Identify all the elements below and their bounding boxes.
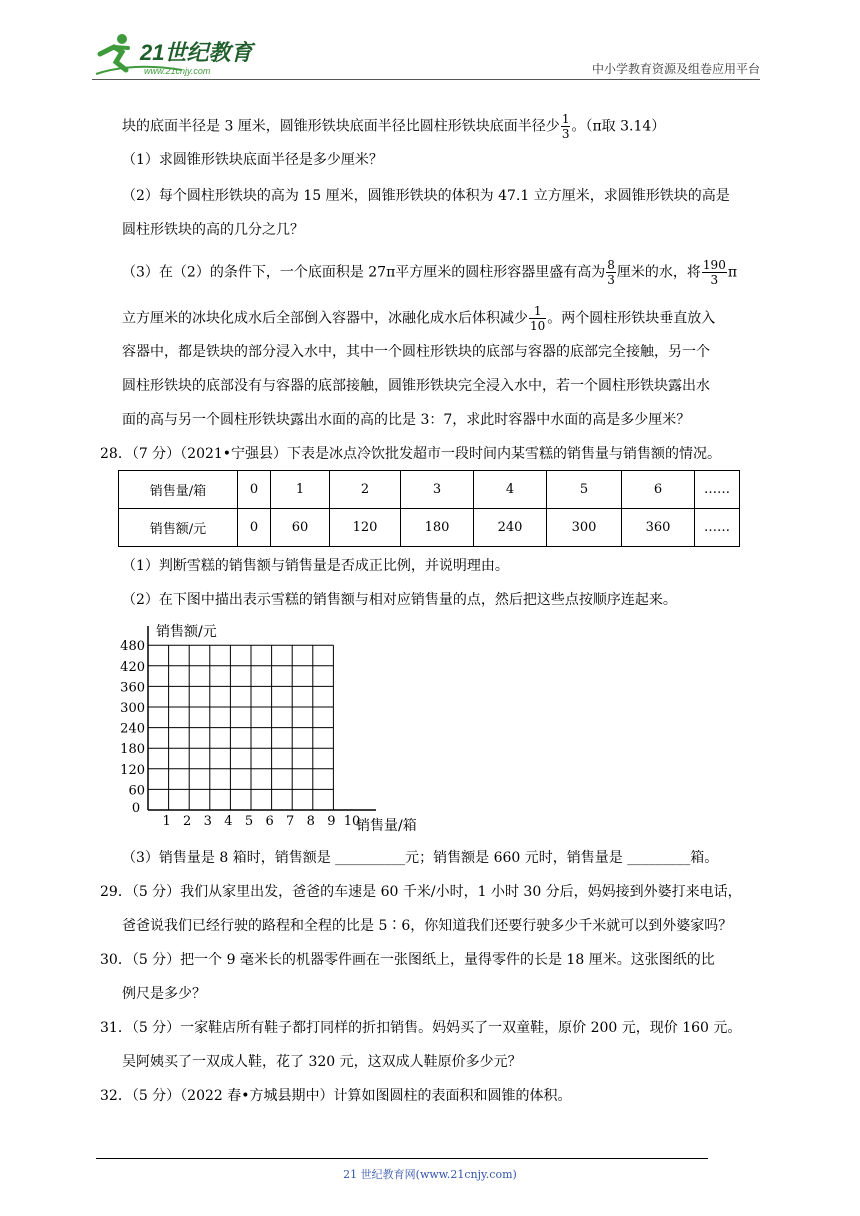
sales-grid-chart — [118, 620, 448, 838]
y-tick-label: 360 — [120, 680, 145, 696]
table-cell: …… — [695, 471, 740, 509]
table-row — [119, 509, 740, 547]
x-tick-label: 10 — [343, 814, 361, 829]
x-tick-label: 2 — [183, 814, 192, 829]
q31-line1: 31．（5 分）一家鞋店所有鞋子都打同样的折扣销售。妈妈买了一双童鞋，原价 200 元，现价 160 元。 — [100, 1020, 742, 1036]
fraction — [561, 112, 571, 141]
q27-part3-line4: 圆柱形铁块的底部没有与容器的底部接触，圆锥形铁块完全浸入水中，若一个圆柱形铁块露出水 — [122, 378, 710, 394]
q27-part2: （2）每个圆柱形铁块的高为 15 厘米，圆锥形铁块的体积为 47.1 立方厘米，求圆锥形铁块的高是 — [122, 188, 730, 204]
x-axis-label: 销售量/箱 — [356, 818, 417, 834]
q27-part3-line2 — [122, 304, 715, 333]
fraction-numerator: 1 — [529, 304, 546, 319]
q30-line2: 例尺是多少？ — [122, 986, 206, 1002]
table-cell: 360 — [622, 509, 695, 547]
q28-part1: （1）判断雪糕的销售额与销售量是否成正比例，并说明理由。 — [122, 558, 509, 574]
table-cell: 0 — [238, 509, 271, 547]
fraction-numerator: 190 — [702, 258, 726, 272]
table-cell: 60 — [271, 509, 330, 547]
table-cell: 5 — [547, 471, 622, 509]
x-tick-label: 1 — [162, 814, 171, 829]
q27-text: 厘米的水，将 — [616, 264, 701, 281]
q27-text: π — [727, 264, 738, 281]
fraction-denominator: 3 — [607, 273, 615, 287]
y-tick-label: 60 — [128, 783, 145, 799]
y-tick-label: 300 — [120, 701, 145, 716]
x-tick-label: 9 — [327, 814, 336, 829]
table-cell: 4 — [474, 471, 547, 509]
table-cell: 180 — [401, 509, 474, 547]
q27-text: 块的底面半径是 3 厘米，圆锥形铁块底面半径比圆柱形铁块底面半径少 — [122, 118, 560, 135]
q28-part2: （2）在下图中描出表示雪糕的销售额与相对应销售量的点，然后把这些点按顺序连起来。 — [122, 592, 677, 608]
q27-part3-line5: 面的高与另一个圆柱形铁块露出水面的高的比是 3：7，求此时容器中水面的高是多少厘米？ — [122, 412, 691, 428]
page-header — [92, 30, 760, 80]
fraction-denominator: 10 — [530, 319, 546, 333]
q28-title: 28．（7 分）（2021•宁强县）下表是冰点冷饮批发超市一段时间内某雪糕的销售量与销售额的情况。 — [100, 446, 722, 462]
fraction — [606, 258, 616, 287]
fraction — [529, 304, 546, 333]
x-tick-label: 8 — [306, 814, 315, 829]
table-cell: 1 — [271, 471, 330, 509]
table-cell: 120 — [330, 509, 401, 547]
x-tick-label: 7 — [286, 814, 295, 829]
q29-line2: 爸爸说我们已经行驶的路程和全程的比是 5∶6，你知道我们还要行驶多少千米就可以到外婆家吗？ — [122, 918, 733, 934]
y-tick-label: 480 — [120, 639, 145, 655]
y-tick-label: 180 — [120, 742, 145, 758]
fraction-numerator: 1 — [561, 112, 570, 126]
footer-text: 21 世纪教育网(www.21cnjy.com) — [343, 1168, 517, 1181]
table-row-label: 销售量/箱 — [119, 471, 238, 509]
q27-text: 。（π取 3.14） — [571, 118, 666, 135]
table-cell: …… — [695, 509, 740, 547]
origin-label: 0 — [131, 801, 141, 816]
fraction-numerator: 8 — [607, 258, 615, 272]
q29-line1: 29．（5 分）我们从家里出发，爸爸的车速是 60 千米/小时，1 小时 30 分后，妈妈接到外婆打来电话， — [100, 884, 742, 900]
q31-line2: 吴阿姨买了一双成人鞋，花了 320 元，这双成人鞋原价多少元？ — [122, 1054, 522, 1070]
q27-part1: （1）求圆锥形铁块底面半径是多少厘米？ — [122, 152, 383, 168]
x-tick-label: 5 — [244, 814, 254, 829]
q27-part2-cont: 圆柱形铁块的高的几分之几？ — [122, 222, 304, 238]
fraction — [702, 258, 727, 287]
q27-text: （3）在（2）的条件下，一个底面积是 27π平方厘米的圆柱形容器里盛有高为 — [122, 264, 606, 281]
q27-continuation — [122, 112, 665, 141]
table-row — [119, 471, 740, 509]
y-tick-label: 240 — [120, 721, 145, 737]
table-cell: 300 — [547, 509, 622, 547]
y-axis-label: 销售额/元 — [156, 624, 217, 640]
logo-text: 21世纪教育 — [140, 40, 253, 65]
logo-url: www.21cnjy.com — [144, 66, 211, 76]
table-cell: 0 — [238, 471, 271, 509]
fraction-denominator: 3 — [710, 273, 719, 287]
q27-text: 。两个圆柱形铁块垂直放入 — [547, 310, 716, 327]
x-tick-label: 3 — [203, 814, 212, 829]
q27-part3 — [122, 258, 737, 287]
table-cell: 3 — [401, 471, 474, 509]
y-tick-label: 120 — [120, 762, 145, 778]
fraction-denominator: 3 — [561, 127, 570, 141]
x-tick-label: 6 — [265, 814, 274, 829]
q27-text: 立方厘米的冰块化成水后全部倒入容器中，冰融化成水后体积减少 — [122, 310, 528, 327]
footer-rule — [96, 1158, 708, 1159]
platform-name: 中小学教育资源及组卷应用平台 — [591, 62, 760, 76]
table-cell: 6 — [622, 471, 695, 509]
table-cell: 2 — [330, 471, 401, 509]
logo — [92, 30, 272, 78]
header-rule — [92, 79, 760, 80]
q30-line1: 30．（5 分）把一个 9 毫米长的机器零件画在一张图纸上，量得零件的长是 18 厘米。这张图纸的比 — [100, 952, 715, 968]
q32-line1: 32．（5 分）（2022 春•方城县期中）计算如图圆柱的表面积和圆锥的体积。 — [100, 1088, 572, 1104]
q27-part3-line3: 容器中，都是铁块的部分浸入水中，其中一个圆柱形铁块的底部与容器的底部完全接触，另一个 — [122, 344, 710, 360]
x-tick-label: 4 — [224, 814, 233, 829]
table-row-label: 销售额/元 — [119, 509, 238, 547]
table-cell: 240 — [474, 509, 547, 547]
sales-table — [118, 470, 740, 547]
q28-part3: （3）销售量是 8 箱时，销售额是 __________元；销售额是 660 元时，销售量是 _________箱。 — [122, 850, 719, 866]
y-tick-label: 420 — [120, 659, 145, 675]
